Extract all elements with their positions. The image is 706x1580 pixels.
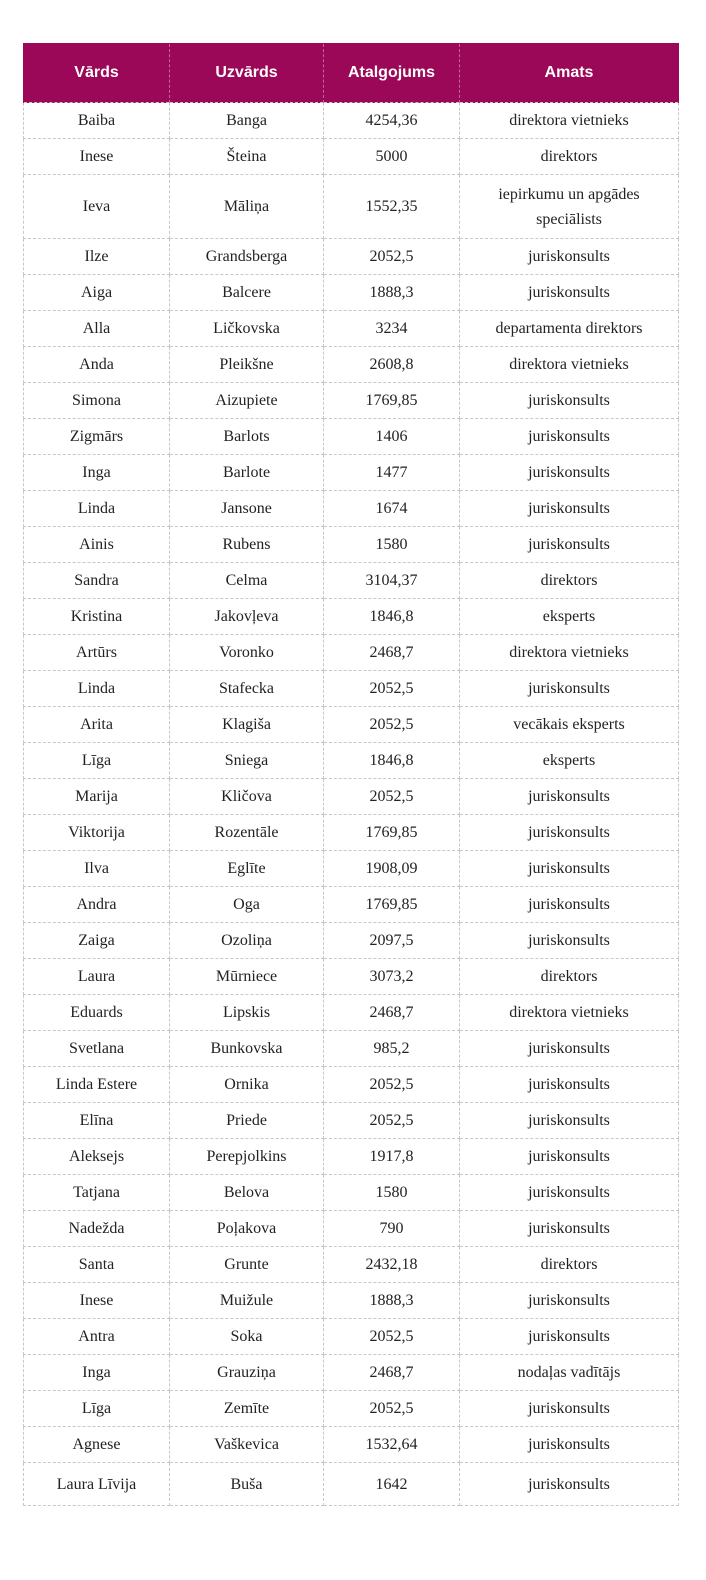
- cell-last-name: Grunte: [170, 1247, 324, 1283]
- table-row: [24, 103, 679, 139]
- cell-salary: 4254,36: [324, 103, 460, 139]
- table-row: [24, 887, 679, 923]
- cell-salary: 1846,8: [324, 743, 460, 779]
- cell-position: departamenta direktors: [460, 311, 679, 347]
- cell-first-name: Artūrs: [24, 635, 170, 671]
- cell-last-name: Rozentāle: [170, 815, 324, 851]
- cell-position: direktora vietnieks: [460, 103, 679, 139]
- cell-first-name: Linda: [24, 671, 170, 707]
- cell-first-name: Inga: [24, 1355, 170, 1391]
- cell-last-name: Barlots: [170, 419, 324, 455]
- cell-position: direktors: [460, 563, 679, 599]
- cell-position: juriskonsults: [460, 1283, 679, 1319]
- cell-position: juriskonsults: [460, 419, 679, 455]
- cell-first-name: Ieva: [24, 175, 170, 239]
- cell-first-name: Tatjana: [24, 1175, 170, 1211]
- cell-salary: 1674: [324, 491, 460, 527]
- cell-first-name: Arita: [24, 707, 170, 743]
- cell-last-name: Priede: [170, 1103, 324, 1139]
- cell-salary: 2468,7: [324, 1355, 460, 1391]
- cell-first-name: Laura Līvija: [24, 1463, 170, 1506]
- cell-position: nodaļas vadītājs: [460, 1355, 679, 1391]
- cell-salary: 1642: [324, 1463, 460, 1506]
- cell-position: juriskonsults: [460, 1139, 679, 1175]
- cell-last-name: Belova: [170, 1175, 324, 1211]
- cell-first-name: Svetlana: [24, 1031, 170, 1067]
- cell-position: juriskonsults: [460, 671, 679, 707]
- cell-salary: 2608,8: [324, 347, 460, 383]
- cell-position: juriskonsults: [460, 1211, 679, 1247]
- cell-first-name: Andra: [24, 887, 170, 923]
- table-row: [24, 635, 679, 671]
- cell-salary: 2432,18: [324, 1247, 460, 1283]
- cell-last-name: Eglīte: [170, 851, 324, 887]
- cell-position: eksperts: [460, 599, 679, 635]
- table-row: [24, 419, 679, 455]
- cell-position: direktors: [460, 139, 679, 175]
- table-header: [24, 44, 679, 103]
- table-row: [24, 1139, 679, 1175]
- cell-first-name: Eduards: [24, 995, 170, 1031]
- cell-last-name: Banga: [170, 103, 324, 139]
- cell-position: direktors: [460, 1247, 679, 1283]
- table-row: [24, 599, 679, 635]
- table-row: [24, 491, 679, 527]
- cell-first-name: Sandra: [24, 563, 170, 599]
- cell-last-name: Muižule: [170, 1283, 324, 1319]
- salary-table-container: [23, 43, 678, 1506]
- cell-last-name: Kličova: [170, 779, 324, 815]
- table-row: [24, 1355, 679, 1391]
- cell-first-name: Ainis: [24, 527, 170, 563]
- cell-salary: 1908,09: [324, 851, 460, 887]
- cell-last-name: Bunkovska: [170, 1031, 324, 1067]
- cell-first-name: Ilva: [24, 851, 170, 887]
- cell-first-name: Antra: [24, 1319, 170, 1355]
- cell-position: juriskonsults: [460, 383, 679, 419]
- cell-first-name: Zigmārs: [24, 419, 170, 455]
- cell-position: juriskonsults: [460, 239, 679, 275]
- cell-last-name: Jansone: [170, 491, 324, 527]
- cell-first-name: Nadežda: [24, 1211, 170, 1247]
- cell-position: juriskonsults: [460, 1031, 679, 1067]
- cell-salary: 1580: [324, 527, 460, 563]
- cell-position: juriskonsults: [460, 851, 679, 887]
- cell-last-name: Balcere: [170, 275, 324, 311]
- cell-last-name: Māliņa: [170, 175, 324, 239]
- cell-position: juriskonsults: [460, 491, 679, 527]
- cell-position: juriskonsults: [460, 1463, 679, 1506]
- cell-position: juriskonsults: [460, 275, 679, 311]
- cell-first-name: Linda Estere: [24, 1067, 170, 1103]
- cell-salary: 790: [324, 1211, 460, 1247]
- cell-salary: 1769,85: [324, 815, 460, 851]
- column-header-salary: Atalgojums: [324, 44, 460, 103]
- cell-first-name: Santa: [24, 1247, 170, 1283]
- cell-first-name: Kristina: [24, 599, 170, 635]
- cell-position: vecākais eksperts: [460, 707, 679, 743]
- cell-salary: 1552,35: [324, 175, 460, 239]
- cell-salary: 1406: [324, 419, 460, 455]
- table-row: [24, 527, 679, 563]
- table-row: [24, 1211, 679, 1247]
- cell-salary: 2052,5: [324, 1319, 460, 1355]
- cell-first-name: Inga: [24, 455, 170, 491]
- cell-position: direktora vietnieks: [460, 347, 679, 383]
- column-header-position: Amats: [460, 44, 679, 103]
- cell-salary: 1532,64: [324, 1427, 460, 1463]
- cell-salary: 3073,2: [324, 959, 460, 995]
- cell-salary: 1917,8: [324, 1139, 460, 1175]
- cell-last-name: Ozoliņa: [170, 923, 324, 959]
- cell-position: direktors: [460, 959, 679, 995]
- cell-salary: 2052,5: [324, 779, 460, 815]
- cell-last-name: Poļakova: [170, 1211, 324, 1247]
- cell-salary: 5000: [324, 139, 460, 175]
- table-row: [24, 671, 679, 707]
- cell-last-name: Vaškevica: [170, 1427, 324, 1463]
- cell-salary: 3234: [324, 311, 460, 347]
- cell-last-name: Barlote: [170, 455, 324, 491]
- cell-last-name: Voronko: [170, 635, 324, 671]
- cell-salary: 1477: [324, 455, 460, 491]
- cell-first-name: Elīna: [24, 1103, 170, 1139]
- cell-first-name: Inese: [24, 139, 170, 175]
- cell-first-name: Zaiga: [24, 923, 170, 959]
- cell-last-name: Grandsberga: [170, 239, 324, 275]
- cell-last-name: Pleikšne: [170, 347, 324, 383]
- cell-last-name: Mūrniece: [170, 959, 324, 995]
- table-row: [24, 1103, 679, 1139]
- cell-last-name: Buša: [170, 1463, 324, 1506]
- cell-last-name: Oga: [170, 887, 324, 923]
- column-header-first-name: Vārds: [24, 44, 170, 103]
- table-row: [24, 1427, 679, 1463]
- table-row: [24, 743, 679, 779]
- table-row: [24, 1391, 679, 1427]
- table-row: [24, 707, 679, 743]
- cell-first-name: Inese: [24, 1283, 170, 1319]
- cell-salary: 2097,5: [324, 923, 460, 959]
- cell-last-name: Ornika: [170, 1067, 324, 1103]
- cell-last-name: Sniega: [170, 743, 324, 779]
- table-row: [24, 1175, 679, 1211]
- table-row: [24, 139, 679, 175]
- cell-salary: 2468,7: [324, 635, 460, 671]
- cell-last-name: Celma: [170, 563, 324, 599]
- table-row: [24, 175, 679, 239]
- cell-position: juriskonsults: [460, 1175, 679, 1211]
- table-row: [24, 959, 679, 995]
- cell-last-name: Perepjolkins: [170, 1139, 324, 1175]
- table-row: [24, 1283, 679, 1319]
- salary-table: [23, 43, 679, 1506]
- cell-position: juriskonsults: [460, 815, 679, 851]
- table-row: [24, 455, 679, 491]
- cell-salary: 1769,85: [324, 383, 460, 419]
- table-row: [24, 1247, 679, 1283]
- cell-salary: 2052,5: [324, 1103, 460, 1139]
- table-row: [24, 1067, 679, 1103]
- cell-position: direktora vietnieks: [460, 995, 679, 1031]
- cell-first-name: Baiba: [24, 103, 170, 139]
- cell-position: juriskonsults: [460, 527, 679, 563]
- table-row: [24, 563, 679, 599]
- cell-last-name: Zemīte: [170, 1391, 324, 1427]
- cell-last-name: Šteina: [170, 139, 324, 175]
- cell-last-name: Soka: [170, 1319, 324, 1355]
- table-row: [24, 239, 679, 275]
- cell-salary: 2468,7: [324, 995, 460, 1031]
- cell-position: juriskonsults: [460, 887, 679, 923]
- cell-position: juriskonsults: [460, 779, 679, 815]
- cell-first-name: Alla: [24, 311, 170, 347]
- header-row: [24, 44, 679, 103]
- cell-position: juriskonsults: [460, 923, 679, 959]
- table-row: [24, 1319, 679, 1355]
- cell-salary: 985,2: [324, 1031, 460, 1067]
- table-row: [24, 311, 679, 347]
- cell-salary: 1888,3: [324, 275, 460, 311]
- cell-last-name: Ličkovska: [170, 311, 324, 347]
- cell-first-name: Simona: [24, 383, 170, 419]
- cell-last-name: Grauziņa: [170, 1355, 324, 1391]
- cell-salary: 2052,5: [324, 239, 460, 275]
- cell-position: juriskonsults: [460, 1319, 679, 1355]
- cell-first-name: Laura: [24, 959, 170, 995]
- cell-first-name: Aiga: [24, 275, 170, 311]
- cell-salary: 2052,5: [324, 1067, 460, 1103]
- cell-last-name: Aizupiete: [170, 383, 324, 419]
- table-row: [24, 1031, 679, 1067]
- cell-first-name: Viktorija: [24, 815, 170, 851]
- cell-salary: 2052,5: [324, 1391, 460, 1427]
- cell-salary: 2052,5: [324, 707, 460, 743]
- table-row: [24, 383, 679, 419]
- cell-position: juriskonsults: [460, 1427, 679, 1463]
- table-row: [24, 275, 679, 311]
- cell-position: iepirkumu un apgādes speciālists: [460, 175, 679, 239]
- cell-first-name: Marija: [24, 779, 170, 815]
- table-body: [24, 103, 679, 1506]
- cell-position: juriskonsults: [460, 1067, 679, 1103]
- table-row: [24, 995, 679, 1031]
- table-row: [24, 779, 679, 815]
- cell-last-name: Jakovļeva: [170, 599, 324, 635]
- cell-position: eksperts: [460, 743, 679, 779]
- cell-salary: 1769,85: [324, 887, 460, 923]
- cell-first-name: Līga: [24, 1391, 170, 1427]
- cell-last-name: Klagiša: [170, 707, 324, 743]
- table-row: [24, 1463, 679, 1506]
- cell-salary: 1888,3: [324, 1283, 460, 1319]
- table-row: [24, 347, 679, 383]
- cell-position: juriskonsults: [460, 455, 679, 491]
- table-row: [24, 851, 679, 887]
- cell-first-name: Linda: [24, 491, 170, 527]
- column-header-last-name: Uzvārds: [170, 44, 324, 103]
- cell-salary: 1846,8: [324, 599, 460, 635]
- cell-first-name: Ilze: [24, 239, 170, 275]
- table-row: [24, 815, 679, 851]
- cell-position: juriskonsults: [460, 1103, 679, 1139]
- cell-position: juriskonsults: [460, 1391, 679, 1427]
- cell-salary: 1580: [324, 1175, 460, 1211]
- cell-position: direktora vietnieks: [460, 635, 679, 671]
- cell-first-name: Agnese: [24, 1427, 170, 1463]
- table-row: [24, 923, 679, 959]
- cell-last-name: Rubens: [170, 527, 324, 563]
- cell-last-name: Stafecka: [170, 671, 324, 707]
- cell-salary: 3104,37: [324, 563, 460, 599]
- cell-first-name: Aleksejs: [24, 1139, 170, 1175]
- cell-salary: 2052,5: [324, 671, 460, 707]
- cell-last-name: Lipskis: [170, 995, 324, 1031]
- cell-first-name: Anda: [24, 347, 170, 383]
- cell-first-name: Līga: [24, 743, 170, 779]
